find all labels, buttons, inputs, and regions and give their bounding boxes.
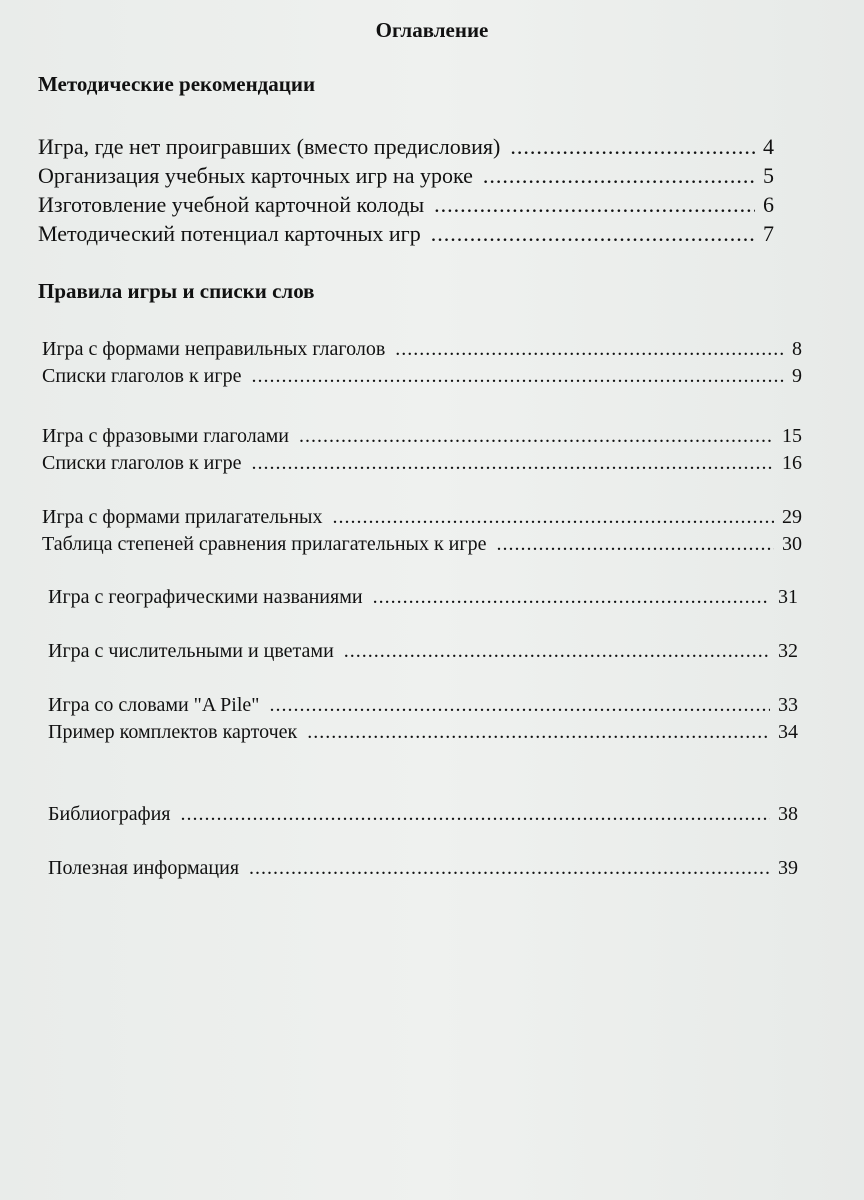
dot-leader: [333, 506, 775, 529]
toc-entry-page: 38: [778, 803, 798, 825]
toc-entry-label: Библиография: [48, 803, 171, 825]
toc-entry-label: Игра, где нет проигравших (вместо предисловия): [38, 134, 501, 159]
toc-entry-label: Изготовление учебной карточной колоды: [38, 192, 425, 217]
toc-entry: [38, 163, 774, 189]
dot-leader: [251, 365, 784, 388]
toc-entry-page: 5: [763, 163, 774, 188]
toc-entry: [38, 221, 774, 247]
dot-leader: [299, 425, 774, 448]
toc-entry: [48, 857, 798, 880]
toc-entry: [38, 134, 774, 160]
toc-entry: [48, 640, 798, 663]
toc-entry-label: Игра со словами "A Pile": [48, 694, 260, 716]
toc-entry: [42, 452, 802, 475]
toc-entry: [42, 506, 802, 529]
dot-leader: [344, 640, 770, 663]
toc-entry: [48, 803, 798, 826]
dot-leader: [431, 221, 755, 247]
section-heading-rules: Правила игры и списки слов: [38, 279, 315, 303]
toc-entry: [42, 338, 802, 361]
toc-entry-page: 32: [778, 640, 798, 662]
toc-entry: [48, 694, 798, 717]
dot-leader: [269, 694, 770, 717]
toc-entry-page: 30: [782, 533, 802, 555]
toc-entry-page: 8: [792, 338, 802, 360]
dot-leader: [395, 338, 784, 361]
toc-entry-page: 16: [782, 452, 802, 474]
toc-entry-label: Пример комплектов карточек: [48, 721, 298, 743]
toc-entry-page: 9: [792, 365, 802, 387]
toc-entry-label: Игра с формами прилагательных: [42, 506, 323, 528]
toc-entry-label: Полезная информация: [48, 857, 240, 879]
dot-leader: [483, 163, 755, 189]
toc-entry-page: 33: [778, 694, 798, 716]
toc-entry-page: 31: [778, 586, 798, 608]
dot-leader: [373, 586, 770, 609]
toc-entry-label: Игра с фразовыми глаголами: [42, 425, 289, 447]
toc-entry-label: Методический потенциал карточных игр: [38, 221, 421, 246]
toc-entry: [48, 721, 798, 744]
toc-entry-label: Игра с числительными и цветами: [48, 640, 334, 662]
toc-entry-page: 7: [763, 221, 774, 246]
dot-leader: [434, 192, 755, 218]
toc-title: Оглавление: [375, 18, 489, 42]
toc-entry: [48, 586, 798, 609]
toc-entry: [42, 533, 802, 556]
dot-leader: [249, 857, 770, 880]
toc-entry: [42, 365, 802, 388]
toc-entry-label: Игра с географическими названиями: [48, 586, 363, 608]
toc-entry-page: 39: [778, 857, 798, 879]
toc-entry: [38, 192, 774, 218]
dot-leader: [307, 721, 770, 744]
toc-entry-label: Списки глаголов к игре: [42, 452, 242, 474]
toc-entry: [42, 425, 802, 448]
toc-entry-label: Списки глаголов к игре: [42, 365, 242, 387]
toc-entry-page: 34: [778, 721, 798, 743]
toc-entry-label: Таблица степеней сравнения прилагательных к игре: [42, 533, 487, 555]
dot-leader: [181, 803, 771, 826]
section-heading-methods: Методические рекомендации: [38, 72, 316, 96]
dot-leader: [496, 533, 774, 556]
toc-entry-page: 6: [763, 192, 774, 217]
toc-entry-page: 29: [782, 506, 802, 528]
toc-entry-label: Организация учебных карточных игр на уроке: [38, 163, 473, 188]
toc-entry-page: 15: [782, 425, 802, 447]
dot-leader: [251, 452, 774, 475]
toc-entry-page: 4: [763, 134, 774, 159]
dot-leader: [510, 134, 755, 160]
toc-entry-label: Игра с формами неправильных глаголов: [42, 338, 386, 360]
